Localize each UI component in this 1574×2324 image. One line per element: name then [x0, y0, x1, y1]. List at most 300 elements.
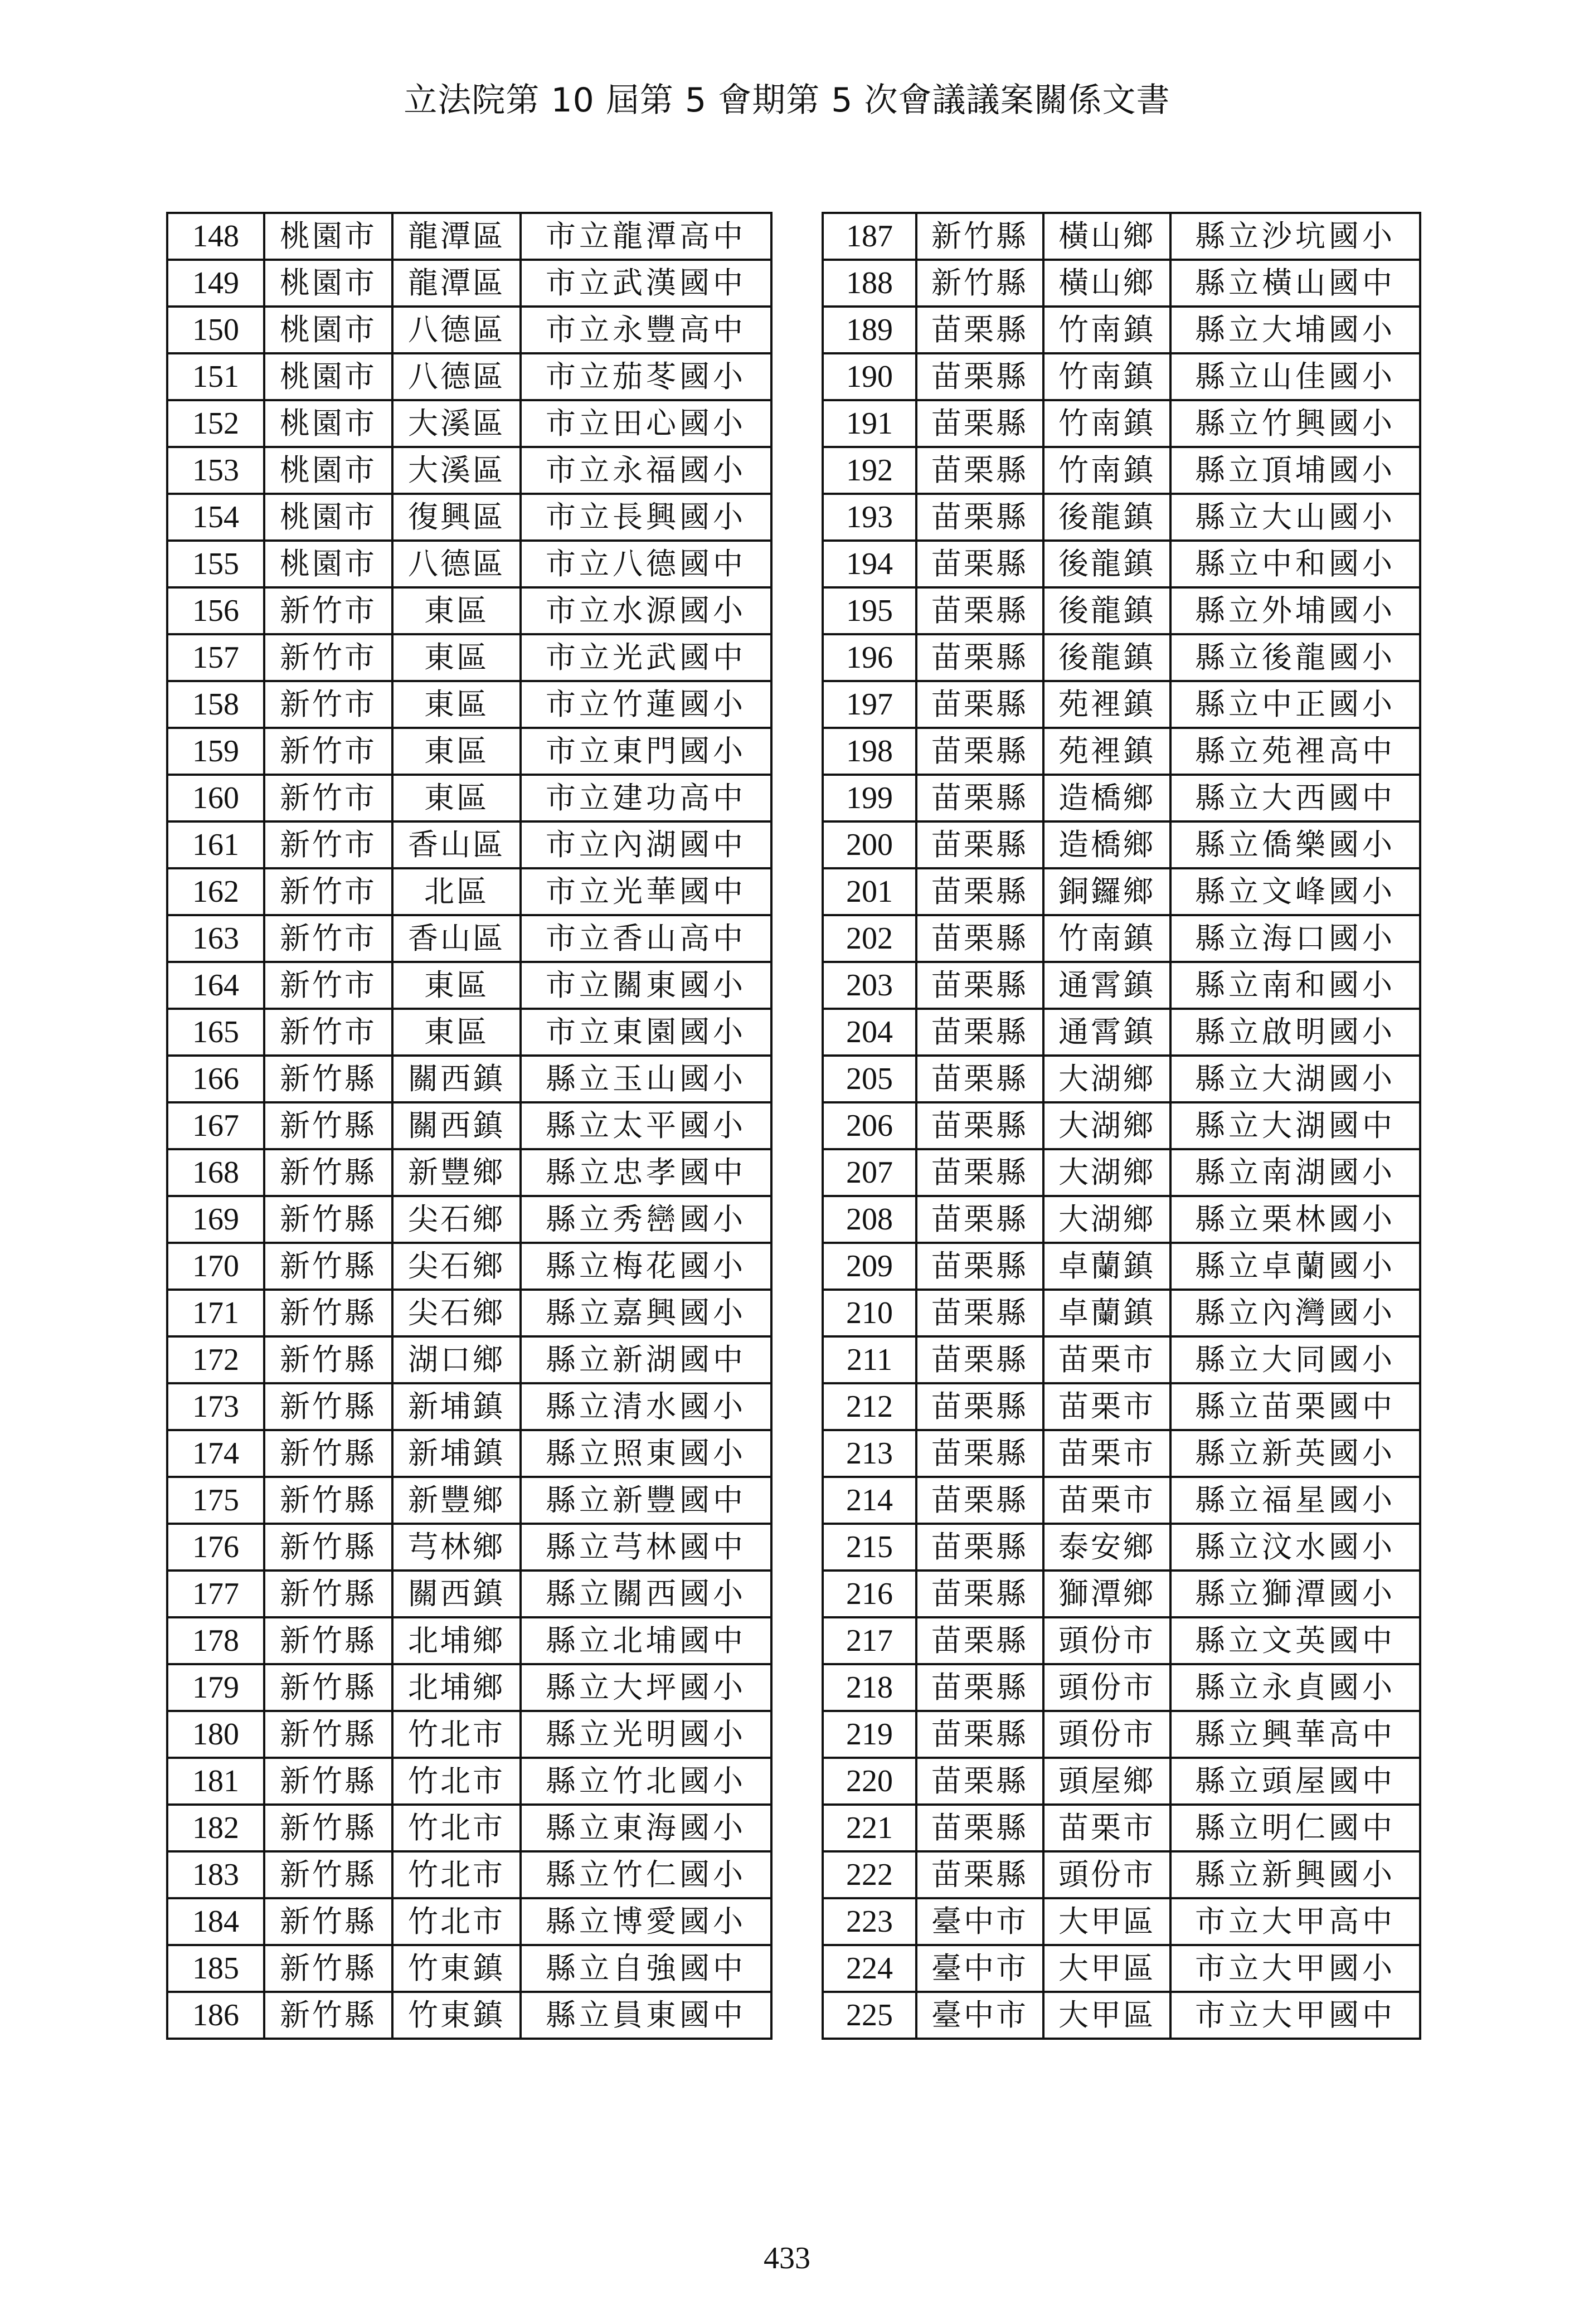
- school-name-cell: 縣立大坪國小: [521, 1664, 771, 1711]
- row-number: 175: [167, 1477, 264, 1524]
- district-cell: 卓蘭鎮: [1043, 1290, 1170, 1336]
- school-name-cell: 縣立栗林國小: [1170, 1196, 1420, 1243]
- city-cell: 新竹縣: [916, 260, 1043, 307]
- school-name-cell: 縣立關西國小: [521, 1571, 771, 1617]
- table-row: [823, 1992, 1420, 2039]
- table-row: [823, 775, 1420, 821]
- row-number: 160: [167, 775, 264, 821]
- row-number: 219: [823, 1711, 916, 1758]
- row-number: 176: [167, 1524, 264, 1571]
- school-name-cell: 縣立中正國小: [1170, 681, 1420, 728]
- district-cell: 造橋鄉: [1043, 821, 1170, 868]
- school-name-cell: 市立永豐高中: [521, 307, 771, 353]
- city-cell: 新竹市: [264, 587, 392, 634]
- district-cell: 泰安鄉: [1043, 1524, 1170, 1571]
- school-name-cell: 縣立博愛國小: [521, 1898, 771, 1945]
- table-row: [823, 1056, 1420, 1102]
- school-name-cell: 縣立梅花國小: [521, 1243, 771, 1290]
- district-cell: 大甲區: [1043, 1992, 1170, 2039]
- table-row: [823, 821, 1420, 868]
- city-cell: 新竹縣: [264, 1851, 392, 1898]
- school-name-cell: 縣立新興國小: [1170, 1851, 1420, 1898]
- row-number: 220: [823, 1758, 916, 1805]
- city-cell: 新竹縣: [264, 1617, 392, 1664]
- row-number: 198: [823, 728, 916, 775]
- city-cell: 苗栗縣: [916, 447, 1043, 494]
- city-cell: 新竹縣: [264, 1477, 392, 1524]
- table-row: [823, 1290, 1420, 1336]
- table-row: [167, 1664, 771, 1711]
- school-name-cell: 縣立明仁國中: [1170, 1805, 1420, 1851]
- city-cell: 苗栗縣: [916, 1851, 1043, 1898]
- table-row: [823, 634, 1420, 681]
- row-number: 216: [823, 1571, 916, 1617]
- table-row: [167, 1711, 771, 1758]
- city-cell: 苗栗縣: [916, 307, 1043, 353]
- row-number: 186: [167, 1992, 264, 2039]
- city-cell: 苗栗縣: [916, 1524, 1043, 1571]
- table-row: [823, 915, 1420, 962]
- table-row: [167, 307, 771, 353]
- city-cell: 新竹縣: [264, 1196, 392, 1243]
- table-row: [167, 1805, 771, 1851]
- city-cell: 苗栗縣: [916, 353, 1043, 400]
- row-number: 181: [167, 1758, 264, 1805]
- school-name-cell: 縣立芎林國中: [521, 1524, 771, 1571]
- district-cell: 尖石鄉: [392, 1243, 521, 1290]
- school-name-cell: 縣立福星國小: [1170, 1477, 1420, 1524]
- district-cell: 苗栗市: [1043, 1477, 1170, 1524]
- city-cell: 新竹縣: [264, 1711, 392, 1758]
- school-name-cell: 縣立海口國小: [1170, 915, 1420, 962]
- school-name-cell: 縣立清水國小: [521, 1383, 771, 1430]
- district-cell: 竹北市: [392, 1805, 521, 1851]
- table-row: [167, 1056, 771, 1102]
- row-number: 204: [823, 1009, 916, 1056]
- row-number: 182: [167, 1805, 264, 1851]
- table-row: [823, 1009, 1420, 1056]
- row-number: 184: [167, 1898, 264, 1945]
- city-cell: 苗栗縣: [916, 821, 1043, 868]
- district-cell: 東區: [392, 681, 521, 728]
- city-cell: 新竹市: [264, 681, 392, 728]
- row-number: 150: [167, 307, 264, 353]
- table-row: [823, 728, 1420, 775]
- school-name-cell: 市立大甲國小: [1170, 1945, 1420, 1992]
- city-cell: 苗栗縣: [916, 494, 1043, 541]
- table-row: [167, 1290, 771, 1336]
- table-row: [823, 962, 1420, 1009]
- district-cell: 東區: [392, 634, 521, 681]
- city-cell: 新竹市: [264, 728, 392, 775]
- city-cell: 苗栗縣: [916, 1383, 1043, 1430]
- city-cell: 苗栗縣: [916, 1571, 1043, 1617]
- city-cell: 苗栗縣: [916, 587, 1043, 634]
- row-number: 158: [167, 681, 264, 728]
- school-name-cell: 市立建功高中: [521, 775, 771, 821]
- city-cell: 新竹縣: [264, 1992, 392, 2039]
- district-cell: 八德區: [392, 307, 521, 353]
- district-cell: 苑裡鎮: [1043, 728, 1170, 775]
- table-row: [167, 821, 771, 868]
- row-number: 211: [823, 1336, 916, 1383]
- city-cell: 苗栗縣: [916, 1149, 1043, 1196]
- district-cell: 苗栗市: [1043, 1805, 1170, 1851]
- school-name-cell: 縣立東海國小: [521, 1805, 771, 1851]
- row-number: 167: [167, 1102, 264, 1149]
- table-row: [167, 400, 771, 447]
- city-cell: 桃園市: [264, 353, 392, 400]
- table-row: [823, 1945, 1420, 1992]
- district-cell: 龍潭區: [392, 213, 521, 260]
- school-name-cell: 縣立大西國中: [1170, 775, 1420, 821]
- table-row: [823, 1571, 1420, 1617]
- district-cell: 東區: [392, 1009, 521, 1056]
- city-cell: 苗栗縣: [916, 775, 1043, 821]
- school-name-cell: 縣立嘉興國小: [521, 1290, 771, 1336]
- school-name-cell: 縣立苑裡高中: [1170, 728, 1420, 775]
- school-name-cell: 市立關東國小: [521, 962, 771, 1009]
- city-cell: 苗栗縣: [916, 728, 1043, 775]
- table-row: [167, 868, 771, 915]
- row-number: 225: [823, 1992, 916, 2039]
- table-row: [167, 1102, 771, 1149]
- school-name-cell: 縣立文英國中: [1170, 1617, 1420, 1664]
- school-name-cell: 縣立苗栗國中: [1170, 1383, 1420, 1430]
- district-cell: 東區: [392, 962, 521, 1009]
- school-name-cell: 縣立新英國小: [1170, 1430, 1420, 1477]
- table-row: [167, 1196, 771, 1243]
- row-number: 223: [823, 1898, 916, 1945]
- table-row: [167, 1898, 771, 1945]
- district-cell: 橫山鄉: [1043, 213, 1170, 260]
- district-cell: 苗栗市: [1043, 1383, 1170, 1430]
- school-name-cell: 縣立玉山國小: [521, 1056, 771, 1102]
- table-row: [823, 681, 1420, 728]
- table-row: [167, 1524, 771, 1571]
- table-row: [823, 1805, 1420, 1851]
- school-name-cell: 縣立大湖國中: [1170, 1102, 1420, 1149]
- district-cell: 新豐鄉: [392, 1149, 521, 1196]
- school-name-cell: 市立東門國小: [521, 728, 771, 775]
- district-cell: 大甲區: [1043, 1945, 1170, 1992]
- row-number: 224: [823, 1945, 916, 1992]
- district-cell: 尖石鄉: [392, 1290, 521, 1336]
- row-number: 209: [823, 1243, 916, 1290]
- city-cell: 臺中市: [916, 1945, 1043, 1992]
- row-number: 169: [167, 1196, 264, 1243]
- row-number: 210: [823, 1290, 916, 1336]
- school-name-cell: 縣立大同國小: [1170, 1336, 1420, 1383]
- table-row: [167, 1758, 771, 1805]
- table-row: [167, 494, 771, 541]
- table-row: [823, 213, 1420, 260]
- city-cell: 新竹縣: [264, 1945, 392, 1992]
- school-name-cell: 縣立竹北國小: [521, 1758, 771, 1805]
- city-cell: 苗栗縣: [916, 1056, 1043, 1102]
- table-row: [167, 1430, 771, 1477]
- row-number: 215: [823, 1524, 916, 1571]
- row-number: 193: [823, 494, 916, 541]
- city-cell: 新竹縣: [264, 1571, 392, 1617]
- table-row: [823, 1477, 1420, 1524]
- table-row: [823, 868, 1420, 915]
- district-cell: 銅鑼鄉: [1043, 868, 1170, 915]
- city-cell: 臺中市: [916, 1992, 1043, 2039]
- table-row: [823, 307, 1420, 353]
- district-cell: 竹南鎮: [1043, 353, 1170, 400]
- row-number: 222: [823, 1851, 916, 1898]
- district-cell: 香山區: [392, 915, 521, 962]
- school-name-cell: 縣立竹仁國小: [521, 1851, 771, 1898]
- city-cell: 苗栗縣: [916, 1009, 1043, 1056]
- district-cell: 北區: [392, 868, 521, 915]
- school-name-cell: 市立光華國中: [521, 868, 771, 915]
- city-cell: 新竹縣: [264, 1383, 392, 1430]
- district-cell: 湖口鄉: [392, 1336, 521, 1383]
- district-cell: 大湖鄉: [1043, 1196, 1170, 1243]
- district-cell: 竹南鎮: [1043, 915, 1170, 962]
- table-row: [823, 1664, 1420, 1711]
- district-cell: 通霄鎮: [1043, 1009, 1170, 1056]
- row-number: 188: [823, 260, 916, 307]
- school-name-cell: 縣立獅潭國小: [1170, 1571, 1420, 1617]
- row-number: 156: [167, 587, 264, 634]
- district-cell: 關西鎮: [392, 1571, 521, 1617]
- row-number: 170: [167, 1243, 264, 1290]
- table-row: [167, 1617, 771, 1664]
- table-row: [167, 775, 771, 821]
- school-name-cell: 市立茄苳國小: [521, 353, 771, 400]
- district-cell: 竹東鎮: [392, 1992, 521, 2039]
- school-name-cell: 縣立忠孝國中: [521, 1149, 771, 1196]
- school-name-cell: 縣立中和國小: [1170, 541, 1420, 587]
- row-number: 149: [167, 260, 264, 307]
- district-cell: 頭份市: [1043, 1711, 1170, 1758]
- school-name-cell: 縣立永貞國小: [1170, 1664, 1420, 1711]
- row-number: 200: [823, 821, 916, 868]
- row-number: 177: [167, 1571, 264, 1617]
- table-row: [167, 1336, 771, 1383]
- city-cell: 新竹市: [264, 962, 392, 1009]
- city-cell: 新竹市: [264, 915, 392, 962]
- district-cell: 竹東鎮: [392, 1945, 521, 1992]
- table-row: [167, 213, 771, 260]
- city-cell: 桃園市: [264, 307, 392, 353]
- city-cell: 新竹縣: [264, 1805, 392, 1851]
- district-cell: 大湖鄉: [1043, 1056, 1170, 1102]
- table-row: [167, 541, 771, 587]
- school-name-cell: 市立田心國小: [521, 400, 771, 447]
- row-number: 183: [167, 1851, 264, 1898]
- table-row: [823, 1617, 1420, 1664]
- school-name-cell: 縣立汶水國小: [1170, 1524, 1420, 1571]
- row-number: 206: [823, 1102, 916, 1149]
- city-cell: 桃園市: [264, 494, 392, 541]
- city-cell: 新竹縣: [264, 1149, 392, 1196]
- table-row: [167, 260, 771, 307]
- district-cell: 新埔鎮: [392, 1430, 521, 1477]
- row-number: 153: [167, 447, 264, 494]
- row-number: 221: [823, 1805, 916, 1851]
- table-row: [823, 1524, 1420, 1571]
- district-cell: 大溪區: [392, 447, 521, 494]
- district-cell: 新豐鄉: [392, 1477, 521, 1524]
- city-cell: 苗栗縣: [916, 634, 1043, 681]
- row-number: 159: [167, 728, 264, 775]
- row-number: 171: [167, 1290, 264, 1336]
- table-row: [167, 1383, 771, 1430]
- district-cell: 復興區: [392, 494, 521, 541]
- city-cell: 新竹縣: [264, 1243, 392, 1290]
- row-number: 165: [167, 1009, 264, 1056]
- row-number: 179: [167, 1664, 264, 1711]
- school-name-cell: 縣立大山國小: [1170, 494, 1420, 541]
- table-row: [823, 1149, 1420, 1196]
- table-row: [823, 494, 1420, 541]
- city-cell: 桃園市: [264, 400, 392, 447]
- row-number: 173: [167, 1383, 264, 1430]
- row-number: 172: [167, 1336, 264, 1383]
- row-number: 168: [167, 1149, 264, 1196]
- city-cell: 桃園市: [264, 541, 392, 587]
- table-row: [823, 1102, 1420, 1149]
- school-name-cell: 市立東園國小: [521, 1009, 771, 1056]
- district-cell: 苗栗市: [1043, 1336, 1170, 1383]
- district-cell: 大湖鄉: [1043, 1102, 1170, 1149]
- school-name-cell: 縣立光明國小: [521, 1711, 771, 1758]
- row-number: 212: [823, 1383, 916, 1430]
- city-cell: 苗栗縣: [916, 400, 1043, 447]
- city-cell: 苗栗縣: [916, 1711, 1043, 1758]
- table-row: [823, 1711, 1420, 1758]
- row-number: 152: [167, 400, 264, 447]
- row-number: 194: [823, 541, 916, 587]
- school-name-cell: 市立光武國中: [521, 634, 771, 681]
- district-cell: 卓蘭鎮: [1043, 1243, 1170, 1290]
- district-cell: 通霄鎮: [1043, 962, 1170, 1009]
- district-cell: 竹北市: [392, 1898, 521, 1945]
- row-number: 148: [167, 213, 264, 260]
- school-name-cell: 市立永福國小: [521, 447, 771, 494]
- district-cell: 後龍鎮: [1043, 541, 1170, 587]
- school-name-cell: 縣立內灣國小: [1170, 1290, 1420, 1336]
- district-cell: 頭屋鄉: [1043, 1758, 1170, 1805]
- table-row: [823, 1383, 1420, 1430]
- school-name-cell: 市立龍潭高中: [521, 213, 771, 260]
- table-row: [167, 353, 771, 400]
- table-row: [167, 587, 771, 634]
- school-name-cell: 縣立外埔國小: [1170, 587, 1420, 634]
- table-row: [167, 1945, 771, 1992]
- row-number: 191: [823, 400, 916, 447]
- table-row: [167, 915, 771, 962]
- row-number: 189: [823, 307, 916, 353]
- table-row: [167, 447, 771, 494]
- row-number: 151: [167, 353, 264, 400]
- school-name-cell: 縣立南湖國小: [1170, 1149, 1420, 1196]
- school-name-cell: 縣立興華高中: [1170, 1711, 1420, 1758]
- row-number: 213: [823, 1430, 916, 1477]
- row-number: 218: [823, 1664, 916, 1711]
- school-name-cell: 縣立新湖國中: [521, 1336, 771, 1383]
- city-cell: 苗栗縣: [916, 1617, 1043, 1664]
- table-row: [823, 400, 1420, 447]
- row-number: 197: [823, 681, 916, 728]
- school-name-cell: 市立武漢國中: [521, 260, 771, 307]
- district-cell: 苗栗市: [1043, 1430, 1170, 1477]
- school-name-cell: 市立竹蓮國小: [521, 681, 771, 728]
- city-cell: 新竹縣: [264, 1102, 392, 1149]
- row-number: 190: [823, 353, 916, 400]
- table-row: [823, 541, 1420, 587]
- district-cell: 大甲區: [1043, 1898, 1170, 1945]
- row-number: 205: [823, 1056, 916, 1102]
- city-cell: 新竹縣: [264, 1290, 392, 1336]
- district-cell: 關西鎮: [392, 1056, 521, 1102]
- row-number: 203: [823, 962, 916, 1009]
- city-cell: 苗栗縣: [916, 915, 1043, 962]
- city-cell: 新竹縣: [264, 1056, 392, 1102]
- district-cell: 關西鎮: [392, 1102, 521, 1149]
- city-cell: 苗栗縣: [916, 1805, 1043, 1851]
- city-cell: 苗栗縣: [916, 1243, 1043, 1290]
- city-cell: 苗栗縣: [916, 1336, 1043, 1383]
- school-name-cell: 縣立太平國小: [521, 1102, 771, 1149]
- table-row: [823, 447, 1420, 494]
- school-name-cell: 縣立照東國小: [521, 1430, 771, 1477]
- school-name-cell: 縣立文峰國小: [1170, 868, 1420, 915]
- district-cell: 新埔鎮: [392, 1383, 521, 1430]
- city-cell: 苗栗縣: [916, 1102, 1043, 1149]
- city-cell: 桃園市: [264, 447, 392, 494]
- city-cell: 新竹縣: [264, 1430, 392, 1477]
- table-row: [167, 1992, 771, 2039]
- row-number: 178: [167, 1617, 264, 1664]
- city-cell: 新竹市: [264, 1009, 392, 1056]
- city-cell: 新竹市: [264, 775, 392, 821]
- table-row: [167, 962, 771, 1009]
- district-cell: 大溪區: [392, 400, 521, 447]
- city-cell: 新竹縣: [264, 1524, 392, 1571]
- district-cell: 東區: [392, 775, 521, 821]
- table-row: [167, 634, 771, 681]
- city-cell: 桃園市: [264, 213, 392, 260]
- district-cell: 竹南鎮: [1043, 447, 1170, 494]
- page-number: 433: [764, 2241, 810, 2276]
- table-row: [167, 1149, 771, 1196]
- row-number: 195: [823, 587, 916, 634]
- table-row: [167, 1851, 771, 1898]
- school-name-cell: 縣立頭屋國中: [1170, 1758, 1420, 1805]
- table-row: [823, 587, 1420, 634]
- city-cell: 苗栗縣: [916, 1758, 1043, 1805]
- district-cell: 芎林鄉: [392, 1524, 521, 1571]
- table-row: [823, 1243, 1420, 1290]
- row-number: 164: [167, 962, 264, 1009]
- table-row: [823, 260, 1420, 307]
- city-cell: 新竹市: [264, 821, 392, 868]
- city-cell: 苗栗縣: [916, 1430, 1043, 1477]
- school-name-cell: 縣立後龍國小: [1170, 634, 1420, 681]
- school-name-cell: 縣立僑樂國小: [1170, 821, 1420, 868]
- district-cell: 頭份市: [1043, 1851, 1170, 1898]
- school-name-cell: 縣立南和國小: [1170, 962, 1420, 1009]
- school-name-cell: 縣立大埔國小: [1170, 307, 1420, 353]
- row-number: 157: [167, 634, 264, 681]
- city-cell: 新竹市: [264, 634, 392, 681]
- school-name-cell: 縣立山佳國小: [1170, 353, 1420, 400]
